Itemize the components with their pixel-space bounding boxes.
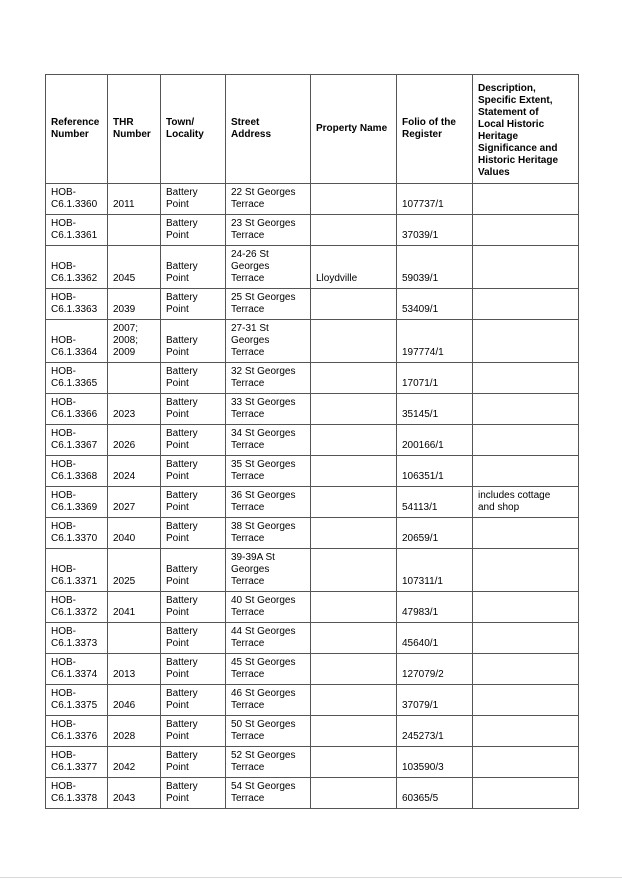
cell-street-address: 54 St Georges Terrace <box>226 778 311 809</box>
cell-description <box>473 320 579 363</box>
cell-description <box>473 716 579 747</box>
table-row <box>46 425 579 456</box>
cell-property-name <box>311 487 397 518</box>
cell-folio: 17071/1 <box>397 363 473 394</box>
table-row <box>46 487 579 518</box>
table-row <box>46 549 579 592</box>
table-row <box>46 363 579 394</box>
cell-folio: 20659/1 <box>397 518 473 549</box>
cell-property-name <box>311 549 397 592</box>
cell-thr-number: 2028 <box>108 716 161 747</box>
cell-town-locality: Battery Point <box>161 184 226 215</box>
cell-street-address: 36 St Georges Terrace <box>226 487 311 518</box>
cell-property-name <box>311 320 397 363</box>
cell-town-locality: Battery Point <box>161 289 226 320</box>
cell-folio: 106351/1 <box>397 456 473 487</box>
cell-street-address: 25 St Georges Terrace <box>226 289 311 320</box>
cell-street-address: 24-26 St Georges Terrace <box>226 246 311 289</box>
cell-reference-number: HOB- C6.1.3362 <box>46 246 108 289</box>
cell-description <box>473 549 579 592</box>
cell-reference-number: HOB- C6.1.3364 <box>46 320 108 363</box>
cell-town-locality: Battery Point <box>161 778 226 809</box>
header-street-address: Street Address <box>226 75 311 184</box>
table-row <box>46 592 579 623</box>
cell-town-locality: Battery Point <box>161 320 226 363</box>
cell-street-address: 34 St Georges Terrace <box>226 425 311 456</box>
cell-property-name <box>311 394 397 425</box>
cell-thr-number <box>108 623 161 654</box>
cell-description <box>473 654 579 685</box>
table-row <box>46 184 579 215</box>
table-row <box>46 246 579 289</box>
heritage-register-table <box>45 74 579 809</box>
cell-description <box>473 425 579 456</box>
cell-reference-number: HOB- C6.1.3376 <box>46 716 108 747</box>
cell-reference-number: HOB- C6.1.3375 <box>46 685 108 716</box>
cell-thr-number: 2039 <box>108 289 161 320</box>
cell-street-address: 27-31 St Georges Terrace <box>226 320 311 363</box>
cell-folio: 47983/1 <box>397 592 473 623</box>
header-reference-number: Reference Number <box>46 75 108 184</box>
cell-reference-number: HOB- C6.1.3373 <box>46 623 108 654</box>
cell-description <box>473 363 579 394</box>
cell-description <box>473 685 579 716</box>
cell-property-name <box>311 716 397 747</box>
cell-town-locality: Battery Point <box>161 363 226 394</box>
header-town-locality: Town/ Locality <box>161 75 226 184</box>
cell-description <box>473 246 579 289</box>
table-row <box>46 456 579 487</box>
cell-street-address: 44 St Georges Terrace <box>226 623 311 654</box>
cell-property-name <box>311 363 397 394</box>
cell-street-address: 23 St Georges Terrace <box>226 215 311 246</box>
cell-property-name <box>311 654 397 685</box>
cell-town-locality: Battery Point <box>161 246 226 289</box>
header-property-name: Property Name <box>311 75 397 184</box>
cell-property-name <box>311 518 397 549</box>
cell-property-name <box>311 184 397 215</box>
cell-thr-number: 2007; 2008; 2009 <box>108 320 161 363</box>
cell-folio: 107311/1 <box>397 549 473 592</box>
cell-town-locality: Battery Point <box>161 215 226 246</box>
table-row <box>46 623 579 654</box>
table-row <box>46 747 579 778</box>
cell-reference-number: HOB- C6.1.3366 <box>46 394 108 425</box>
cell-property-name <box>311 778 397 809</box>
cell-folio: 107737/1 <box>397 184 473 215</box>
cell-reference-number: HOB- C6.1.3360 <box>46 184 108 215</box>
cell-thr-number: 2040 <box>108 518 161 549</box>
cell-street-address: 33 St Georges Terrace <box>226 394 311 425</box>
cell-reference-number: HOB- C6.1.3377 <box>46 747 108 778</box>
table-row <box>46 394 579 425</box>
cell-street-address: 32 St Georges Terrace <box>226 363 311 394</box>
cell-town-locality: Battery Point <box>161 518 226 549</box>
cell-description: includes cottage and shop <box>473 487 579 518</box>
cell-folio: 45640/1 <box>397 623 473 654</box>
cell-street-address: 38 St Georges Terrace <box>226 518 311 549</box>
cell-property-name <box>311 747 397 778</box>
cell-town-locality: Battery Point <box>161 747 226 778</box>
cell-description <box>473 184 579 215</box>
table-row <box>46 289 579 320</box>
cell-thr-number: 2027 <box>108 487 161 518</box>
cell-description <box>473 518 579 549</box>
cell-property-name <box>311 685 397 716</box>
cell-property-name: Lloydville <box>311 246 397 289</box>
table-header-row <box>46 75 579 184</box>
cell-thr-number: 2043 <box>108 778 161 809</box>
cell-folio: 200166/1 <box>397 425 473 456</box>
cell-property-name <box>311 623 397 654</box>
cell-street-address: 50 St Georges Terrace <box>226 716 311 747</box>
cell-street-address: 39-39A St Georges Terrace <box>226 549 311 592</box>
cell-reference-number: HOB- C6.1.3361 <box>46 215 108 246</box>
cell-town-locality: Battery Point <box>161 425 226 456</box>
cell-description <box>473 289 579 320</box>
cell-street-address: 46 St Georges Terrace <box>226 685 311 716</box>
cell-street-address: 22 St Georges Terrace <box>226 184 311 215</box>
table-body <box>46 184 579 809</box>
cell-folio: 245273/1 <box>397 716 473 747</box>
header-description: Description, Specific Extent, Statement of Local Historic Heritage Significance and Historic Heritage Values <box>473 75 579 184</box>
cell-thr-number: 2013 <box>108 654 161 685</box>
cell-folio: 197774/1 <box>397 320 473 363</box>
cell-folio: 60365/5 <box>397 778 473 809</box>
cell-folio: 127079/2 <box>397 654 473 685</box>
cell-reference-number: HOB- C6.1.3363 <box>46 289 108 320</box>
cell-town-locality: Battery Point <box>161 685 226 716</box>
cell-street-address: 52 St Georges Terrace <box>226 747 311 778</box>
cell-reference-number: HOB- C6.1.3365 <box>46 363 108 394</box>
cell-property-name <box>311 456 397 487</box>
cell-reference-number: HOB- C6.1.3371 <box>46 549 108 592</box>
cell-thr-number: 2045 <box>108 246 161 289</box>
cell-folio: 54113/1 <box>397 487 473 518</box>
table-row <box>46 685 579 716</box>
table-row <box>46 778 579 809</box>
header-thr-number: THR Number <box>108 75 161 184</box>
cell-town-locality: Battery Point <box>161 394 226 425</box>
cell-reference-number: HOB- C6.1.3378 <box>46 778 108 809</box>
cell-town-locality: Battery Point <box>161 654 226 685</box>
table-row <box>46 518 579 549</box>
cell-description <box>473 215 579 246</box>
page-bottom-rule <box>0 877 622 878</box>
cell-description <box>473 778 579 809</box>
cell-thr-number: 2023 <box>108 394 161 425</box>
cell-thr-number: 2026 <box>108 425 161 456</box>
cell-town-locality: Battery Point <box>161 456 226 487</box>
cell-property-name <box>311 425 397 456</box>
cell-thr-number: 2046 <box>108 685 161 716</box>
cell-folio: 37079/1 <box>397 685 473 716</box>
cell-thr-number: 2011 <box>108 184 161 215</box>
cell-property-name <box>311 592 397 623</box>
cell-street-address: 35 St Georges Terrace <box>226 456 311 487</box>
table-row <box>46 654 579 685</box>
cell-folio: 103590/3 <box>397 747 473 778</box>
cell-town-locality: Battery Point <box>161 487 226 518</box>
cell-thr-number: 2042 <box>108 747 161 778</box>
cell-reference-number: HOB- C6.1.3367 <box>46 425 108 456</box>
table-row <box>46 320 579 363</box>
cell-thr-number: 2041 <box>108 592 161 623</box>
cell-description <box>473 456 579 487</box>
cell-thr-number: 2025 <box>108 549 161 592</box>
cell-reference-number: HOB- C6.1.3368 <box>46 456 108 487</box>
cell-thr-number <box>108 215 161 246</box>
cell-town-locality: Battery Point <box>161 592 226 623</box>
cell-description <box>473 623 579 654</box>
cell-street-address: 40 St Georges Terrace <box>226 592 311 623</box>
cell-reference-number: HOB- C6.1.3370 <box>46 518 108 549</box>
cell-description <box>473 592 579 623</box>
cell-folio: 35145/1 <box>397 394 473 425</box>
table-row <box>46 716 579 747</box>
cell-folio: 37039/1 <box>397 215 473 246</box>
cell-property-name <box>311 215 397 246</box>
cell-property-name <box>311 289 397 320</box>
cell-thr-number: 2024 <box>108 456 161 487</box>
table-row <box>46 215 579 246</box>
cell-reference-number: HOB- C6.1.3374 <box>46 654 108 685</box>
cell-town-locality: Battery Point <box>161 549 226 592</box>
cell-description <box>473 747 579 778</box>
cell-town-locality: Battery Point <box>161 716 226 747</box>
cell-folio: 53409/1 <box>397 289 473 320</box>
header-folio-of-register: Folio of the Register <box>397 75 473 184</box>
cell-street-address: 45 St Georges Terrace <box>226 654 311 685</box>
cell-folio: 59039/1 <box>397 246 473 289</box>
cell-reference-number: HOB- C6.1.3372 <box>46 592 108 623</box>
cell-description <box>473 394 579 425</box>
cell-thr-number <box>108 363 161 394</box>
cell-reference-number: HOB- C6.1.3369 <box>46 487 108 518</box>
cell-town-locality: Battery Point <box>161 623 226 654</box>
